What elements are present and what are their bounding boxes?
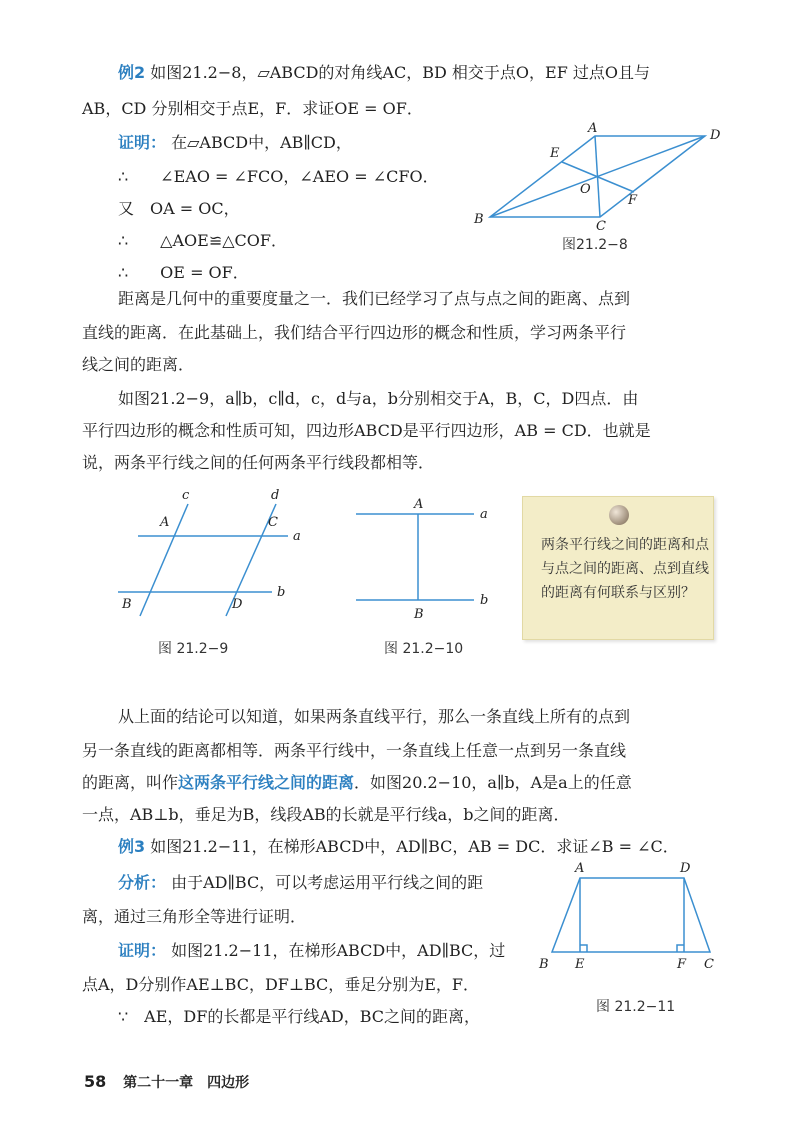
- fig11-label-b: B: [539, 957, 549, 972]
- analysis3-line-2: 离，通过三角形全等进行证明．: [82, 907, 307, 926]
- fig9-label-d: d: [271, 488, 280, 503]
- figure-21-2-10: [350, 494, 510, 624]
- para2-line-3: 说，两条平行线之间的任何两条平行线段都相等．: [82, 453, 435, 472]
- analysis3-text-1: 由于AD∥BC，可以考虑运用平行线之间的距: [171, 873, 484, 892]
- proof3-line-1: [82, 940, 505, 962]
- fig11-label-f: F: [677, 957, 687, 972]
- trapezoid-abcd: [552, 878, 710, 952]
- para1-line-1: 距离是几何中的重要度量之一．我们已经学习了点与点之间的距离、点到: [118, 289, 631, 308]
- fig11-label-e: E: [575, 957, 585, 972]
- page-number: 58: [84, 1072, 107, 1091]
- proof3-text-1: 如图21.2−11，在梯形ABCD中，AD∥BC，过: [171, 941, 506, 960]
- analysis3-line-1: [82, 872, 483, 894]
- figure-21-2-11-caption: 图 21.2−11: [596, 999, 676, 1015]
- para3-line-4: 一点，AB⊥b，垂足为B，线段AB的长就是平行线a，b之间的距离．: [82, 805, 570, 824]
- fig8-label-c: C: [596, 219, 606, 230]
- chapter-title: 第二十一章 四边形: [123, 1075, 250, 1091]
- fig9-label-d-point: D: [232, 597, 243, 612]
- fig8-label-b: B: [474, 212, 484, 227]
- fig9-label-a-point: A: [160, 515, 170, 530]
- fig11-label-c: C: [704, 957, 714, 972]
- fig8-label-e: E: [550, 146, 560, 161]
- fig8-label-f: F: [628, 193, 638, 208]
- fig9-label-b-point: B: [122, 597, 132, 612]
- figure-21-2-8: [460, 120, 730, 230]
- figure-21-2-10-caption: 图 21.2−10: [384, 641, 464, 657]
- para1-line-2: 直线的距离．在此基础上，我们结合平行四边形的概念和性质，学习两条平行: [82, 323, 627, 342]
- proof3-line-2: 点A，D分别作AE⊥BC，DF⊥BC，垂足分别为E，F．: [82, 975, 480, 994]
- example2-label: 例2: [118, 63, 146, 82]
- right-angle-f: [677, 945, 684, 952]
- fig9-label-c: c: [182, 488, 190, 503]
- fig8-label-d: D: [710, 128, 721, 143]
- right-angle-e: [580, 945, 587, 952]
- defined-term: 这两条平行线之间的距离: [178, 773, 355, 792]
- fig10-label-b-line: b: [480, 593, 489, 608]
- proof2-step-3: ∴ △AOE≌△COF．: [118, 231, 288, 250]
- proof2-intro: 在▱ABCD中，AB∥CD，: [171, 133, 352, 152]
- figure-21-2-9-caption: 图 21.2−9: [158, 641, 229, 657]
- proof3-label: 证明：: [118, 941, 167, 960]
- para3-line-1: 从上面的结论可以知道，如果两条直线平行，那么一条直线上所有的点到: [118, 707, 631, 726]
- para3-line-2: 另一条直线的距离都相等．两条平行线中，一条直线上任意一点到另一条直线: [82, 741, 627, 760]
- example3-line: [82, 836, 679, 858]
- figure-21-2-11: [534, 858, 724, 978]
- proof2-step-1: ∴ ∠EAO = ∠FCO，∠AEO = ∠CFO．: [118, 167, 439, 186]
- analysis3-label: 分析：: [118, 873, 167, 892]
- fig9-label-a-line: a: [293, 529, 301, 544]
- fig10-label-b-point: B: [414, 607, 424, 622]
- example3-text: 如图21.2−11，在梯形ABCD中，AD∥BC，AB = DC．求证∠B = ∠C．: [150, 837, 679, 856]
- fig11-label-d: D: [680, 861, 691, 876]
- fig9-label-b-line: b: [277, 585, 286, 600]
- proof3-line-3: ∵ AE，DF的长都是平行线AD，BC之间的距离，: [118, 1007, 481, 1026]
- example2-line1: [82, 62, 650, 84]
- para3-line-3-post: ．如图20.2−10，a∥b，A是a上的任意: [354, 773, 632, 792]
- note-text: 两条平行线之间的距离和点与点之间的距离、点到直线的距离有何联系与区别？: [541, 537, 709, 601]
- proof2-step-2: 又 OA = OC，: [118, 199, 240, 218]
- example3-label: 例3: [118, 837, 146, 856]
- example2-text-1: 如图21.2−8，▱ABCD的对角线AC，BD 相交于点O，EF 过点O且与: [150, 63, 651, 82]
- figure-21-2-8-caption: 图21.2−8: [562, 237, 628, 253]
- para2-line-2: 平行四边形的概念和性质可知，四边形ABCD是平行四边形，AB = CD．也就是: [82, 421, 651, 440]
- fig11-label-a: A: [575, 861, 585, 876]
- proof2-label: 证明：: [118, 133, 167, 152]
- page-footer: [84, 1072, 249, 1092]
- para2-line-1: 如图21.2−9，a∥b，c∥d，c，d与a，b分别相交于A，B，C，D四点．由: [118, 389, 639, 408]
- pushpin-icon: [609, 505, 629, 525]
- fig10-label-a-point: A: [414, 497, 424, 512]
- fig10-label-a-line: a: [480, 507, 488, 522]
- para3-line-3-pre: 的距离，叫作: [82, 773, 179, 792]
- proof2-intro-line: [82, 132, 352, 154]
- figure-21-2-9: [110, 488, 320, 628]
- para3-line-3: [82, 772, 632, 794]
- example2-text-2: AB，CD 分别相交于点E，F．求证OE = OF．: [82, 99, 423, 118]
- para1-line-3: 线之间的距离．: [82, 355, 195, 374]
- thinking-note: [522, 496, 714, 640]
- fig8-label-a: A: [588, 121, 598, 136]
- fig8-label-o: O: [580, 182, 591, 197]
- proof2-step-4: ∴ OE = OF．: [118, 263, 249, 282]
- fig9-label-c-point: C: [268, 515, 278, 530]
